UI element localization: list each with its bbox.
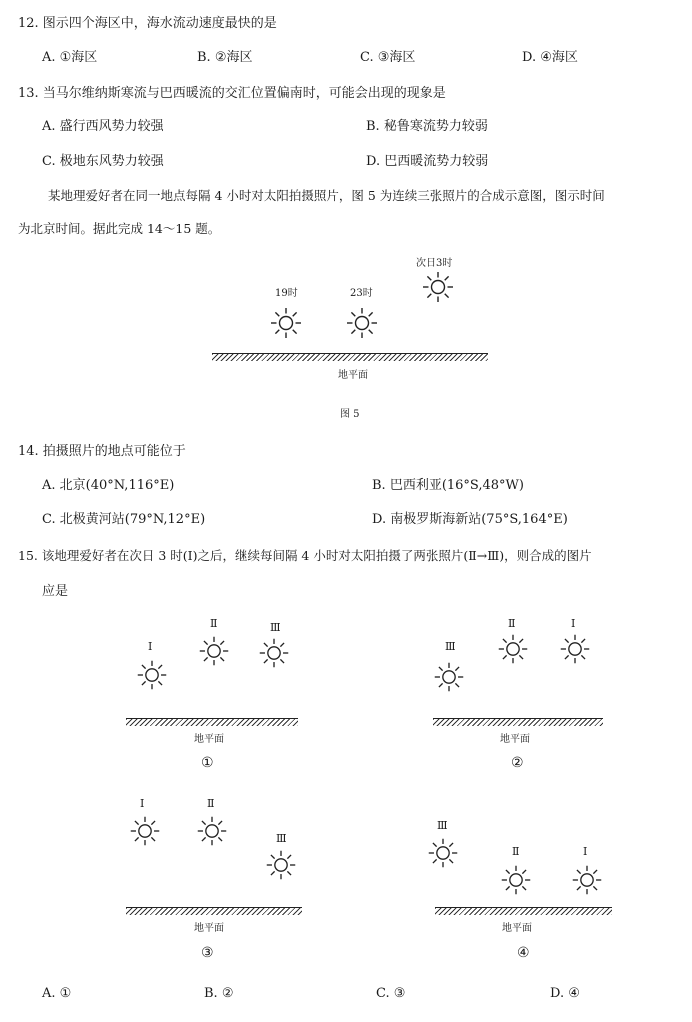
fig1-horizon-label: 地平面: [194, 734, 224, 745]
fig5-label-next-3h: 次日3时: [416, 258, 453, 269]
fig5-horizon-label: 地平面: [338, 370, 368, 381]
sun-icon: [494, 630, 532, 668]
q12-option-a: A. ①海区: [42, 50, 98, 65]
fig1-label-i: Ⅰ: [148, 640, 153, 653]
q13-option-d: D. 巴西暖流势力较弱: [366, 154, 489, 169]
fig2-number: ②: [511, 755, 524, 771]
q12-stem: 12. 图示四个海区中，海水流动速度最快的是: [18, 16, 277, 31]
fig5-label-23h: 23时: [350, 288, 373, 299]
fig3-label-iii: Ⅲ: [276, 832, 287, 845]
fig3-horizon: [126, 907, 302, 915]
q14-option-c: C. 北极黄河站(79°N,12°E): [42, 512, 206, 527]
fig2-label-ii: Ⅱ: [508, 617, 516, 630]
fig3-label-ii: Ⅱ: [207, 797, 215, 810]
fig2-horizon-label: 地平面: [500, 734, 530, 745]
sun-icon: [418, 267, 458, 307]
fig4-label-iii: Ⅲ: [437, 819, 448, 832]
fig5-caption: 图 5: [340, 409, 360, 420]
fig1-horizon: [126, 718, 298, 726]
sun-icon: [568, 861, 606, 899]
sun-icon: [342, 303, 382, 343]
sun-icon: [133, 656, 171, 694]
q15-option-a: A. ①: [42, 986, 72, 1001]
fig2-label-iii: Ⅲ: [445, 640, 456, 653]
q14-option-a: A. 北京(40°N,116°E): [42, 478, 175, 493]
fig1-label-ii: Ⅱ: [210, 617, 218, 630]
q12-option-b: B. ②海区: [197, 50, 253, 65]
passage-line-2: 为北京时间。据此完成 14～15 题。: [18, 221, 221, 236]
fig4-horizon: [435, 907, 612, 915]
q12-option-d: D. ④海区: [522, 50, 578, 65]
fig5-label-19h: 19时: [275, 288, 298, 299]
q13-stem: 13. 当马尔维纳斯寒流与巴西暖流的交汇位置偏南时，可能会出现的现象是: [18, 86, 446, 101]
q12-option-c: C. ③海区: [360, 50, 416, 65]
q15-option-d: D. ④: [550, 986, 580, 1001]
q13-option-a: A. 盛行西风势力较强: [42, 119, 164, 134]
q15-stem-line-1: 15. 该地理爱好者在次日 3 时(Ⅰ)之后，继续每间隔 4 小时对太阳拍摄了两张照片(Ⅱ→Ⅲ)，则合成的图片: [18, 548, 592, 563]
q15-option-b: B. ②: [204, 986, 234, 1001]
sun-icon: [262, 846, 300, 884]
sun-icon: [266, 303, 306, 343]
q14-stem: 14. 拍摄照片的地点可能位于: [18, 444, 186, 459]
fig4-number: ④: [517, 945, 530, 961]
passage-line-1: 某地理爱好者在同一地点每隔 4 小时对太阳拍摄照片，图 5 为连续三张照片的合成示意图，图示时间: [48, 188, 605, 203]
q14-option-d: D. 南极罗斯海新站(75°S,164°E): [372, 512, 568, 527]
fig4-horizon-label: 地平面: [502, 923, 532, 934]
q15-stem-line-2: 应是: [42, 584, 69, 599]
sun-icon: [556, 630, 594, 668]
q13-option-c: C. 极地东风势力较强: [42, 154, 164, 169]
fig3-label-i: Ⅰ: [140, 797, 145, 810]
q15-option-c: C. ③: [376, 986, 406, 1001]
fig3-number: ③: [201, 945, 214, 961]
q14-option-b: B. 巴西利亚(16°S,48°W): [372, 478, 524, 493]
sun-icon: [255, 634, 293, 672]
fig2-label-i: Ⅰ: [571, 617, 576, 630]
fig4-label-i: Ⅰ: [583, 845, 588, 858]
sun-icon: [195, 632, 233, 670]
sun-icon: [193, 812, 231, 850]
sun-icon: [126, 812, 164, 850]
sun-icon: [430, 658, 468, 696]
fig3-horizon-label: 地平面: [194, 923, 224, 934]
fig1-label-iii: Ⅲ: [270, 621, 281, 634]
sun-icon: [424, 834, 462, 872]
fig4-label-ii: Ⅱ: [512, 845, 520, 858]
fig5-horizon: [212, 353, 488, 361]
fig1-number: ①: [201, 755, 214, 771]
q13-option-b: B. 秘鲁寒流势力较弱: [366, 119, 488, 134]
fig2-horizon: [433, 718, 603, 726]
sun-icon: [497, 861, 535, 899]
